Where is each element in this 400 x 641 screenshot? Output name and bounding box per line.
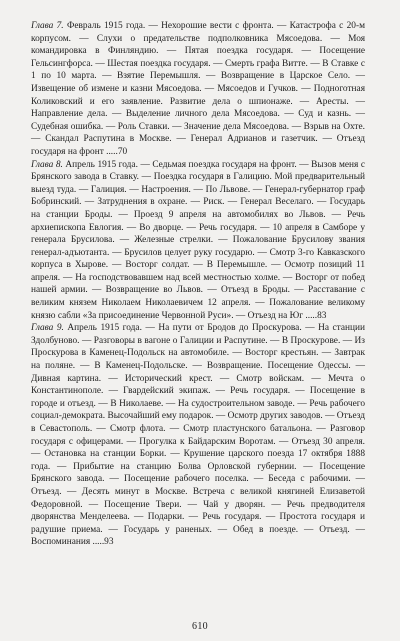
chapter-8-page: 83	[317, 310, 327, 321]
chapter-7-page: 70	[117, 146, 128, 157]
chapter-8-entry	[31, 159, 365, 323]
chapter-7-entry	[31, 20, 365, 159]
chapter-8-title: Глава 8.	[31, 159, 63, 170]
chapter-8-leader: .....	[305, 310, 318, 321]
chapter-8-text: Апрель 1915 года. — Седьмая поездка государя на фронт. — Вызов меня с Брянского завода в Ставку. — Поездка государя в Галицию. Мой предварительный выезд туда. — Галиция. — Настроения. — По Львове. — Генерал-губернатор граф Бобринский. — Затруднения в охране. — Риск. — Генерал Веселаго. — Государь на станции Броды. — Проезд 9 апреля на автомобилях во Львов. — Речь архиепископа Евлогия. — Во дворце. — Речь государя. — 10 апреля в Самборе у генерала Брусилова. — Железные стрелки. — Пожалование Брусилову звания генерал-адъютанта. — Брусилов целует руку государю. — Смотр 3-го Кавказского корпуса в Хырове. — Восторг солдат. — В Перемышле. — Осмотр позиций 11 апреля. — На господствовавшем над всей местностью холме. — Восторг от побед нашей армии. — Возвращение во Львов. — Отъезд в Броды. — Расставание с великим князем Николаем Николаевичем 12 апреля. — Пожалование великому князю сабли «За присоединение Червонной Руси». — Отъезд на Юг	[31, 159, 365, 321]
chapter-7-leader: .....	[106, 146, 118, 157]
chapter-9-title: Глава 9.	[31, 323, 64, 334]
chapter-9-text: Апрель 1915 года. — На пути от Бродов до Проскурова. — На станции Здолбуново. — Разговоры в вагоне о Галиции и Распутине. — В Проскурове. — Из Проскурова в Каменец-Подольск на автомобиле. — Восторг крестьян. — Завтрак на поляне. — В Каменец-Подольске. — Возвращение. Посещение Одессы. — Дивная картина. — Исторический крест. — Смотр войскам. — Мечта о Константинополе. — Гвардейский экипаж. — Речь государя. — Посещение в городе и отъезд. — В Николаеве. — На судостроительном заводе. — Речь рабочего социал-демократа. Высочайший ему подарок. — Осмотр других заводов. — Отъезд в Севастополь. — Смотр флота. — Смотр пластунского батальона. — Разговор государя с офицерами. — Прогулка к Байдарским Воротам. — Отъезд 30 апреля. — Остановка на станции Борки. — Крушение царского поезда 17 октября 1888 года. — Прибытие на станцию Болва Орловской губернии. — Посещение Брянского завода. — Посещение рабочего поселка. — Беседа с рабочими. — Отъезд. — Десять минут в Москве. Встреча с великой княгиней Елизаветой Федоровной. — Посещение Твери. — Чай у дворян. — Речь предводителя дворянства Менделеева. — Подарки. — Речь государя. — Простота государя и радушие приема. — Государь у раненых. — Обед в поезде. — Отъезд. — Воспоминания	[31, 323, 366, 548]
chapter-7-title: Глава 7.	[31, 21, 64, 31]
chapter-9-entry	[31, 322, 365, 549]
chapter-9-leader: .....	[92, 537, 105, 548]
page-number: 610	[192, 621, 208, 632]
chapter-9-page: 93	[104, 537, 114, 548]
chapter-7-text: Февраль 1915 года. — Нехорошие вести с фронта. — Катастрофа с 20-м корпусом. — Слухи о предательстве подполковника Мясоедова. — Моя командировка в Финляндию. — Пятая поездка государя. — Посещение Гельсингфорса. — Шестая поездка государя. — Смерть графа Витте. — В Ставке с 1 по 10 марта. — Взятие Перемышля. — Возвращение в Царское Село. — Извещение об измене и казни Мясоедова. — Мясоедов и Гучков. — Подноготная Коликовский и его заявление. Развитие дела о шпионаже. — Аресты. — Направление дела. — Выделение личного дела Мясоедова. — Суд и казнь. — Судебная ошибка. — Роль Ставки. — Значение дела Мясоедова. — Взрыв на Охте. — Скандал Распутина в Москве. — Генерал Адрианов и газетчик. — Отъезд государя на фронт	[31, 21, 365, 157]
